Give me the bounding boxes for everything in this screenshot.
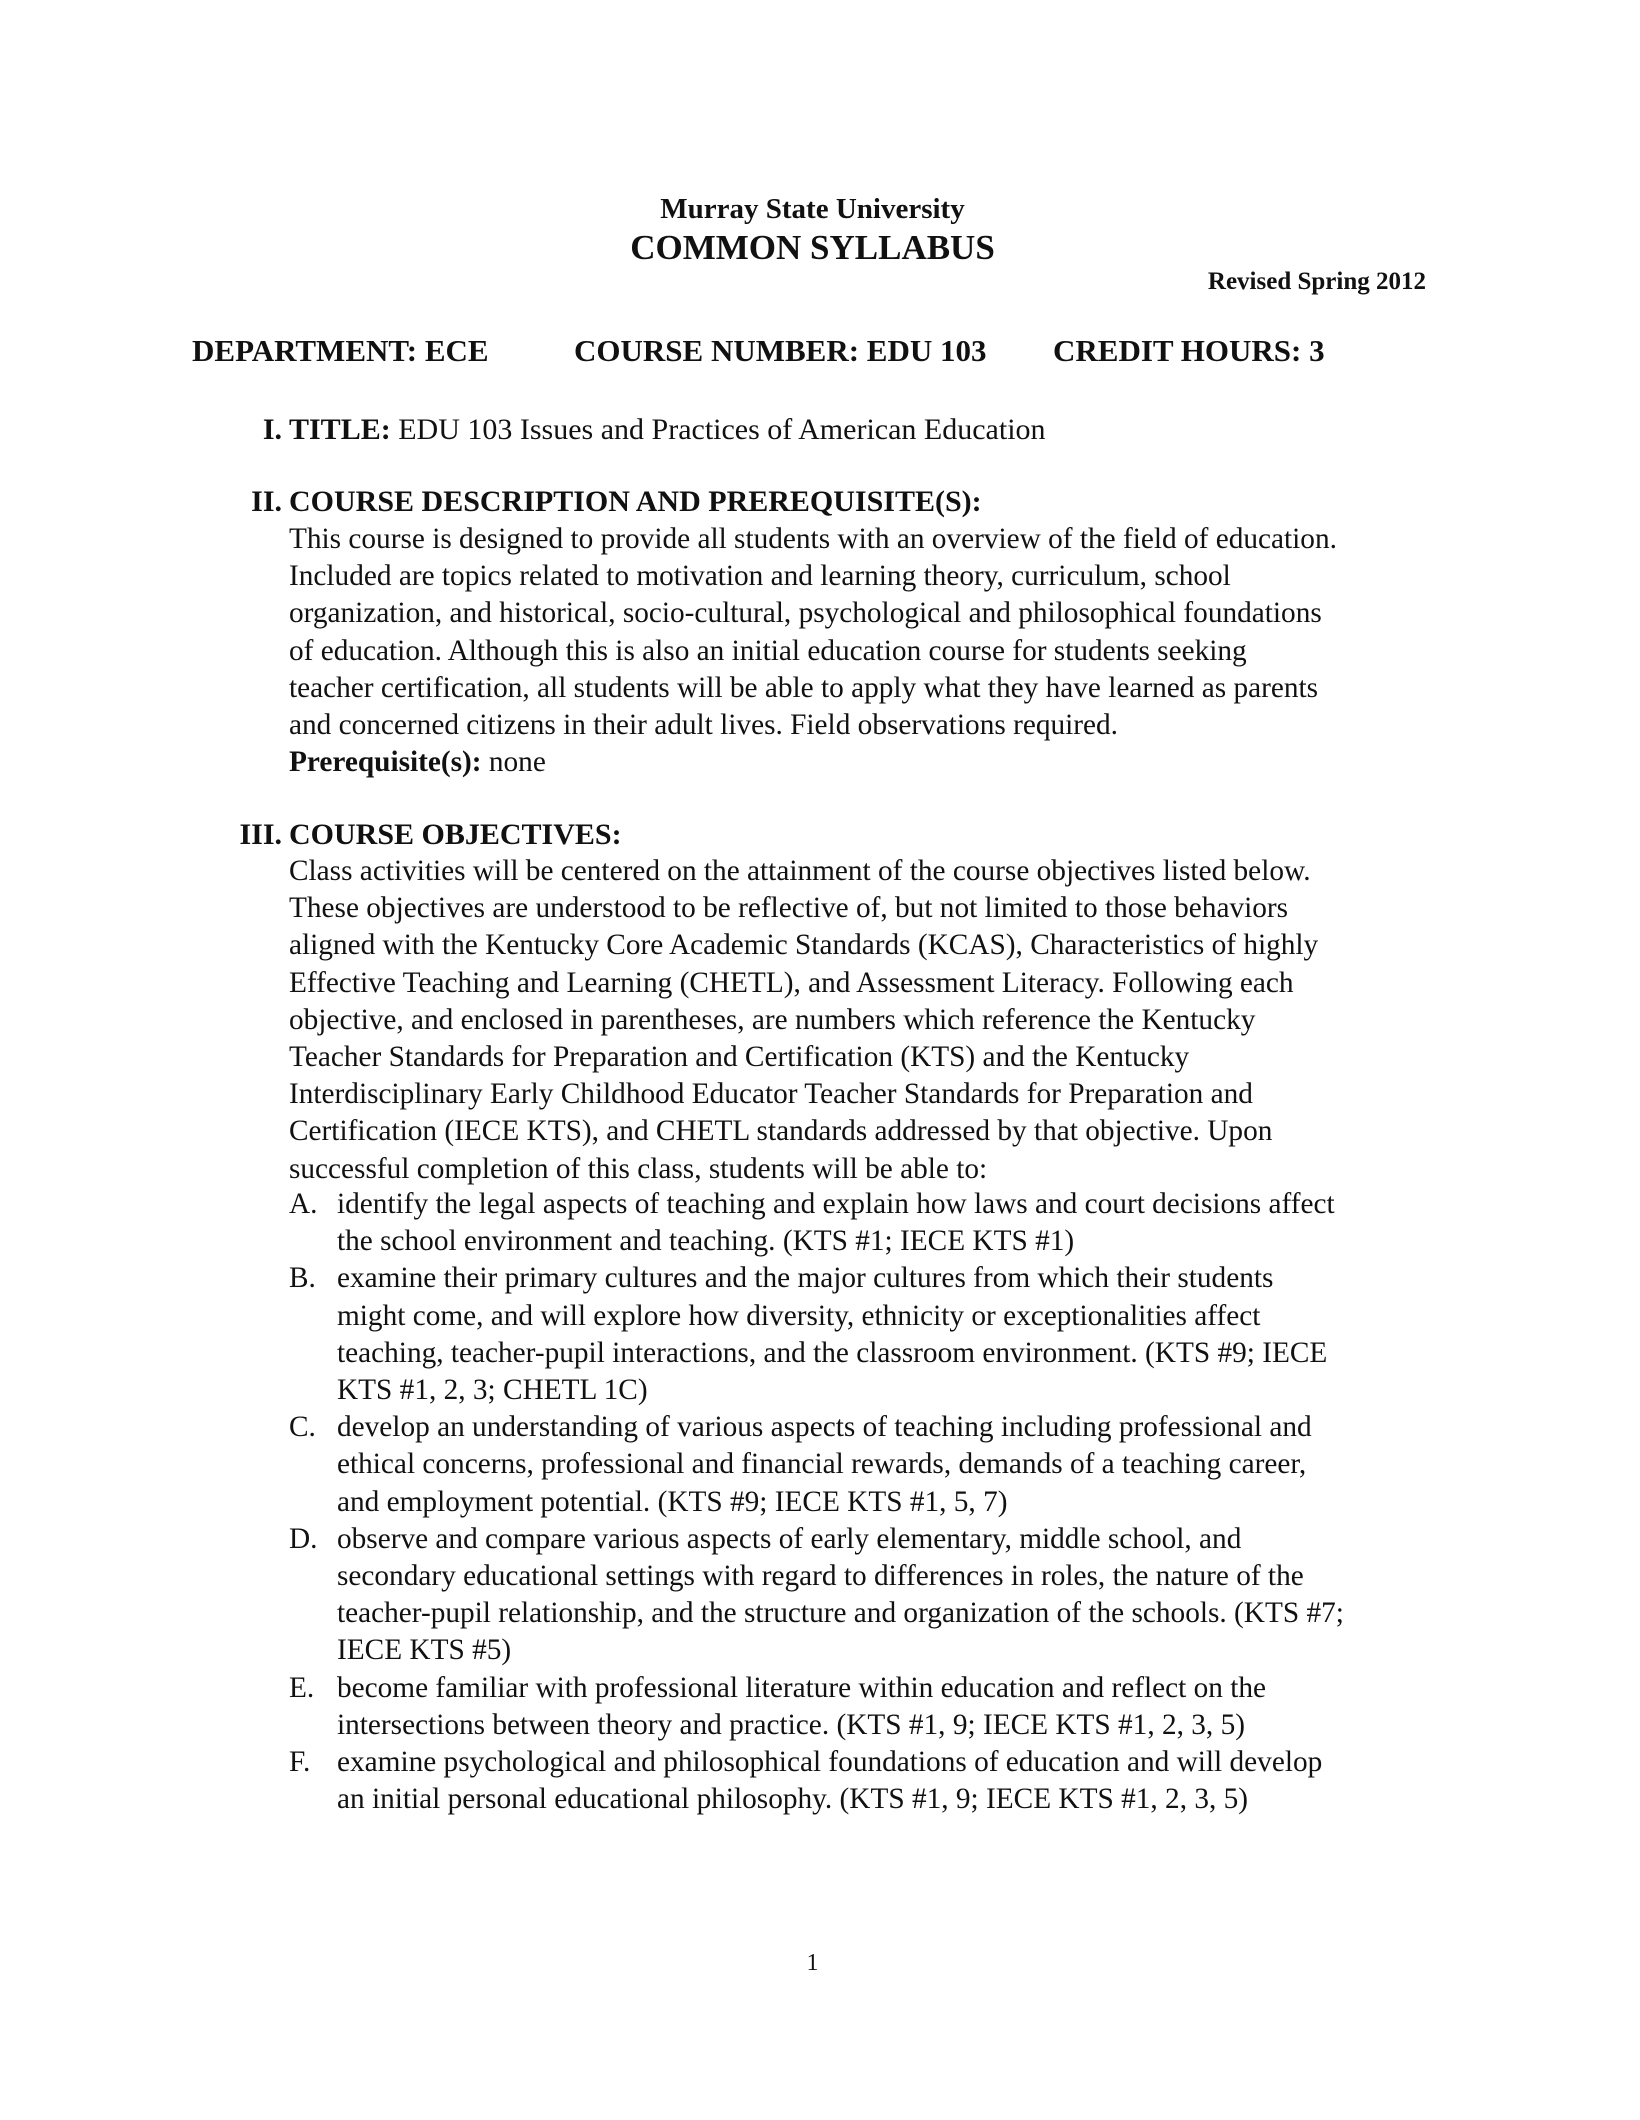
objective-letter: B. bbox=[289, 1262, 316, 1295]
course-description bbox=[289, 521, 1337, 744]
objectives-intro bbox=[289, 853, 1318, 1188]
objective-line: and employment potential. (KTS #9; IECE KTS #1, 5, 7) bbox=[337, 1485, 1008, 1518]
objective-line: examine psychological and philosophical foundations of education and will develop bbox=[337, 1746, 1323, 1779]
objective-letter: C. bbox=[289, 1411, 316, 1444]
objective-letter: F. bbox=[289, 1746, 311, 1779]
objective-line: might come, and will explore how diversity, ethnicity or exceptionalities affect bbox=[337, 1299, 1261, 1332]
university-name: Murray State University bbox=[660, 193, 965, 225]
objective-line: identify the legal aspects of teaching and explain how laws and court decisions affect bbox=[337, 1188, 1335, 1220]
intro-line: successful completion of this class, students will be able to: bbox=[289, 1152, 988, 1185]
description-line: Included are topics related to motivation and learning theory, curriculum, school bbox=[289, 560, 1231, 593]
description-line: This course is designed to provide all students with an overview of the field of education. bbox=[289, 523, 1337, 555]
page-number: 1 bbox=[806, 1950, 819, 1976]
section-number-objectives: III. bbox=[239, 818, 282, 851]
intro-line: objective, and enclosed in parentheses, are numbers which reference the Kentucky bbox=[289, 1003, 1256, 1036]
intro-line: Certification (IECE KTS), and CHETL standards addressed by that objective. Upon bbox=[289, 1115, 1273, 1148]
description-line: teacher certification, all students will be able to apply what they have learned as parents bbox=[289, 671, 1319, 704]
section-title bbox=[289, 413, 1046, 447]
objective-line: observe and compare various aspects of early elementary, middle school, and bbox=[337, 1522, 1242, 1555]
objective-letter: D. bbox=[289, 1522, 318, 1555]
objective-line: ethical concerns, professional and financial rewards, demands of a teaching career, bbox=[337, 1448, 1307, 1481]
objective-item bbox=[289, 1744, 1344, 1818]
section-number-description: II. bbox=[251, 485, 282, 518]
objective-letter: A. bbox=[289, 1188, 318, 1220]
objective-line: intersections between theory and practice. (KTS #1, 9; IECE KTS #1, 2, 3, 5) bbox=[337, 1708, 1245, 1741]
prerequisites-label: Prerequisite(s): bbox=[289, 746, 482, 778]
objective-line: become familiar with professional literature within education and reflect on the bbox=[337, 1671, 1267, 1704]
objective-item bbox=[289, 1670, 1344, 1744]
description-line: and concerned citizens in their adult lives. Field observations required. bbox=[289, 709, 1119, 742]
objective-line: an initial personal educational philosophy. (KTS #1, 9; IECE KTS #1, 2, 3, 5) bbox=[337, 1783, 1249, 1816]
objective-item bbox=[289, 1260, 1344, 1409]
objective-item bbox=[289, 1409, 1344, 1521]
objective-line: KTS #1, 2, 3; CHETL 1C) bbox=[337, 1374, 648, 1407]
objective-letter: E. bbox=[289, 1671, 315, 1704]
objective-line: IECE KTS #5) bbox=[337, 1634, 512, 1667]
objective-line: the school environment and teaching. (KTS #1; IECE KTS #1) bbox=[337, 1225, 1075, 1258]
intro-line: aligned with the Kentucky Core Academic Standards (KCAS), Characteristics of highly bbox=[289, 929, 1319, 962]
objective-item bbox=[289, 1521, 1344, 1670]
prerequisites-value: none bbox=[488, 746, 546, 778]
credit-hours-label: CREDIT HOURS: 3 bbox=[1053, 333, 1325, 368]
document-title: COMMON SYLLABUS bbox=[630, 228, 995, 267]
objective-line: teaching, teacher-pupil interactions, and the classroom environment. (KTS #9; IECE bbox=[337, 1336, 1328, 1369]
objective-item bbox=[289, 1186, 1344, 1260]
description-line: organization, and historical, socio-cultural, psychological and philosophical foundations bbox=[289, 597, 1322, 630]
section-title-value: EDU 103 Issues and Practices of American Education bbox=[398, 413, 1046, 446]
revision-date: Revised Spring 2012 bbox=[1207, 268, 1426, 295]
intro-line: Teacher Standards for Preparation and Certification (KTS) and the Kentucky bbox=[289, 1041, 1190, 1074]
description-line: of education. Although this is also an initial education course for students seeking bbox=[289, 634, 1247, 667]
section-heading-description: COURSE DESCRIPTION AND PREREQUISITE(S): bbox=[289, 485, 982, 518]
prerequisites bbox=[289, 744, 546, 781]
intro-line: These objectives are understood to be reflective of, but not limited to those behaviors bbox=[289, 892, 1289, 925]
objective-line: teacher-pupil relationship, and the structure and organization of the schools. (KTS #7; bbox=[337, 1597, 1344, 1630]
course-number-label: COURSE NUMBER: EDU 103 bbox=[574, 333, 987, 368]
section-title-label: TITLE: bbox=[289, 413, 391, 446]
objective-line: examine their primary cultures and the major cultures from which their students bbox=[337, 1262, 1274, 1295]
objective-line: secondary educational settings with regard to differences in roles, the nature of the bbox=[337, 1560, 1304, 1593]
objectives-list bbox=[289, 1186, 1344, 1818]
section-number-title: I. bbox=[262, 413, 282, 446]
intro-line: Effective Teaching and Learning (CHETL), and Assessment Literacy. Following each bbox=[289, 966, 1294, 999]
department-label: DEPARTMENT: ECE bbox=[192, 333, 489, 368]
intro-line: Class activities will be centered on the attainment of the course objectives listed below. bbox=[289, 855, 1311, 887]
intro-line: Interdisciplinary Early Childhood Educator Teacher Standards for Preparation and bbox=[289, 1078, 1253, 1111]
section-heading-objectives: COURSE OBJECTIVES: bbox=[289, 818, 622, 851]
objective-line: develop an understanding of various aspects of teaching including professional and bbox=[337, 1411, 1312, 1444]
